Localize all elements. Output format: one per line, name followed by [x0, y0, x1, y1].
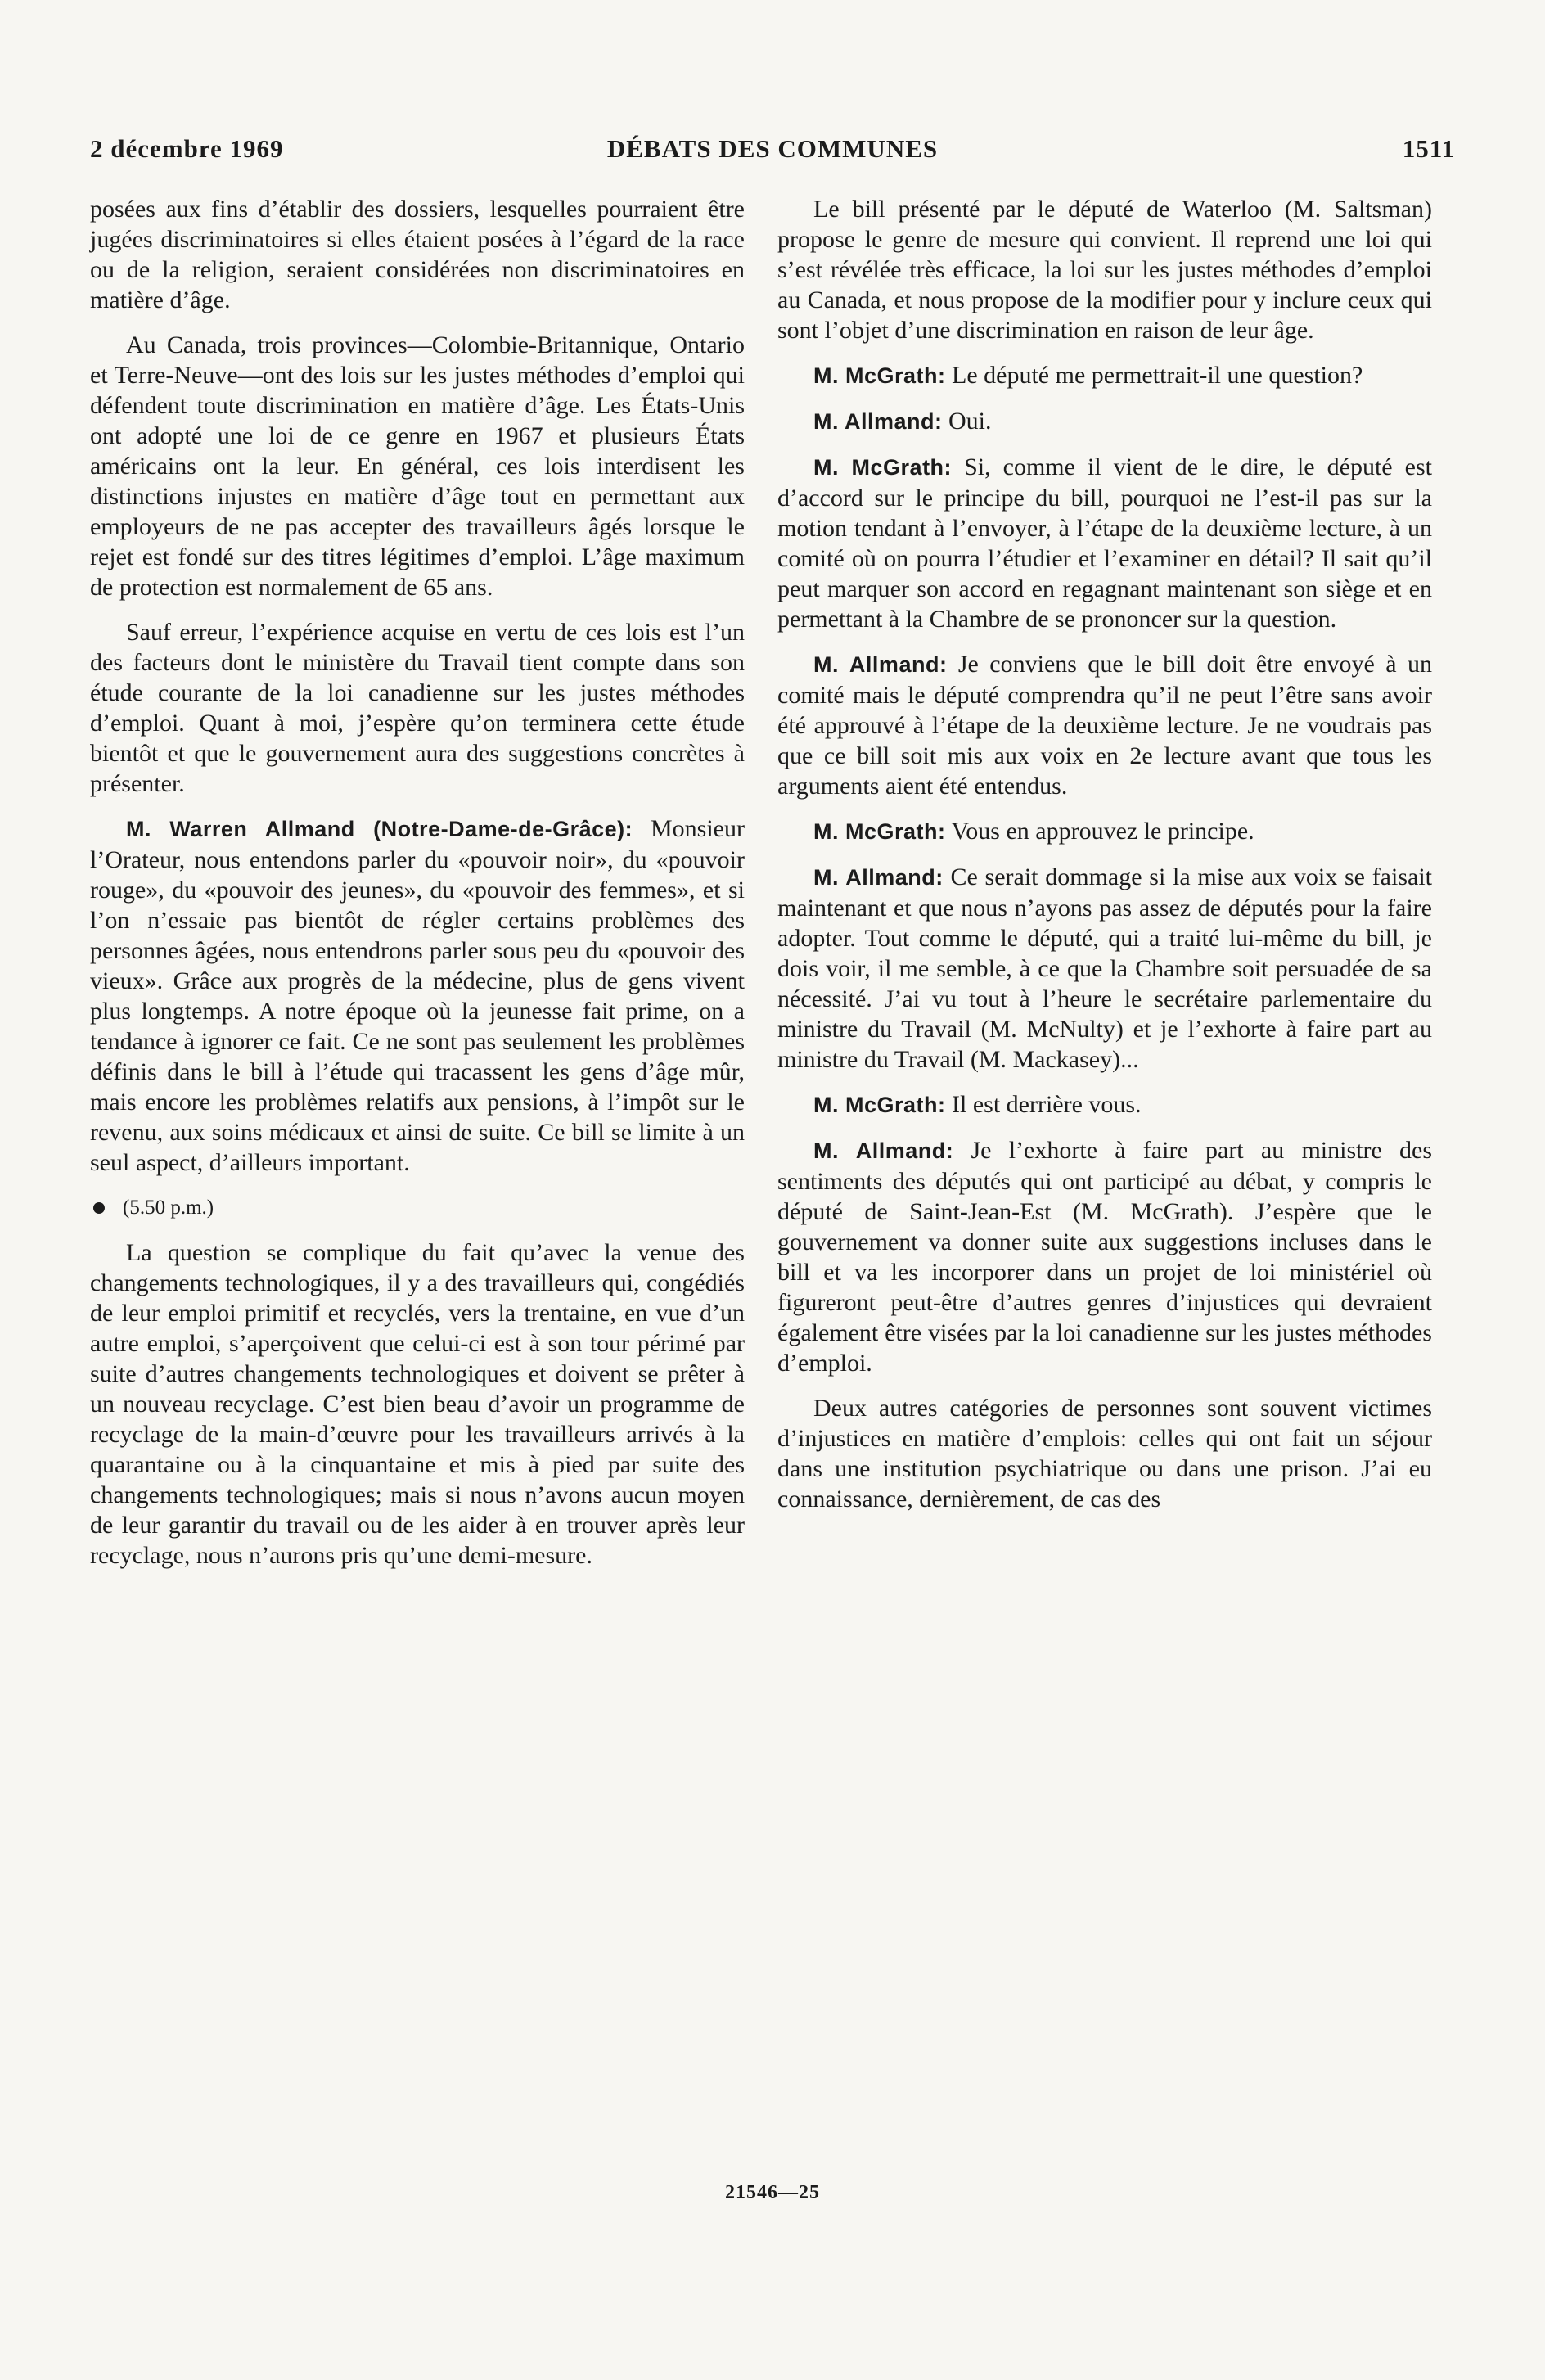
speech-paragraph [777, 406, 1432, 437]
speech-text: Je l’exhorte à faire part au ministre des sentiments des députés qui ont participé au débat, y compris le député de Saint-Jean-Est (M. McGrath). J’espère que le gouvernement va donner suite aux suggestions incluses dans le bill et va les incorporer dans un projet de loi ministériel où figureront peut-être d’autres genres d’injustices qui devraient également être visées par la loi canadienne sur les justes méthodes d’emploi. [777, 1137, 1432, 1377]
speaker-name: M. Allmand: [813, 652, 948, 677]
header-page-number: 1511 [1402, 134, 1455, 163]
speaker-name: M. McGrath: [813, 1093, 946, 1117]
header-title: DÉBATS DES COMMUNES [606, 134, 939, 163]
speaker-name: M. Warren Allmand (Notre-Dame-de-Grâce): [126, 817, 633, 841]
speech-text: Oui. [942, 408, 992, 435]
speech-paragraph [90, 814, 745, 1178]
time-text: (5.50 p.m.) [123, 1197, 214, 1219]
paragraph: Au Canada, trois provinces—Colombie-Britannique, Ontario et Terre-Neuve—ont des lois sur les justes méthodes d’emploi qui défendent toute discrimination en matière d’âge. Les États-Unis ont adopté une loi de ce genre en 1967 et plusieurs États américains ont la leur. En général, ces lois interdisent les distinctions injustes en matière d’âge tout en permettant aux employeurs de ne pas accepter des travailleurs âgés lorsque le rejet est fondé sur des titres légitimes d’emploi. L’âge maximum de protection est normalement de 65 ans. [90, 331, 745, 601]
speech-text: Le député me permettrait-il une question? [945, 362, 1363, 389]
paragraph: Sauf erreur, l’expérience acquise en vertu de ces lois est l’un des facteurs dont le ministère du Travail tient compte dans son étude courante de la loi canadienne sur les justes méthodes d’emploi. Quant à moi, j’espère qu’on terminera cette étude bientôt et que le gouvernement aura des suggestions concrètes à présenter. [90, 619, 745, 797]
left-column [90, 194, 745, 1571]
speaker-name: M. McGrath: [813, 819, 946, 844]
speech-paragraph [777, 452, 1432, 634]
header-date: 2 décembre 1969 [90, 134, 284, 163]
speech-text: Ce serait dommage si la mise aux voix se faisait maintenant et que nous n’ayons pas assez de députés pour la faire adopter. Tout comme le député, qui a traité lui-même du bill, je dois voir, il me semble, à ce que la Chambre soit persuadée de sa nécessité. J’ai vu tout à l’heure le secrétaire parlementaire du ministre du Travail (M. McNulty) et je l’exhorte à faire part au ministre du Travail (M. Mackasey)... [777, 863, 1432, 1073]
speech-text: Monsieur l’Orateur, nous entendons parler du «pouvoir noir», du «pouvoir rouge», du «pouvoir des jeunes», du «pouvoir des femmes», et si l’on n’essaie pas bientôt de régler certains problèmes des personnes âgées, nous entendrons parler sous peu du «pouvoir des vieux». Grâce aux progrès de la médecine, plus de gens vivent plus longtemps. A notre époque où la jeunesse fait prime, on a tendance à ignorer ce fait. Ce ne sont pas seulement les problèmes définis dans le bill à l’étude qui tracassent les gens d’âge mûr, mais encore les problèmes relatifs aux pensions, à l’impôt sur le revenu, aux soins médicaux et ainsi de suite. Ce bill se limite à un seul aspect, d’ailleurs important. [90, 815, 745, 1176]
speech-paragraph [777, 360, 1432, 391]
speech-paragraph [777, 1135, 1432, 1378]
speech-paragraph [777, 649, 1432, 801]
speech-paragraph [777, 1089, 1432, 1120]
speaker-name: M. Allmand: [813, 1138, 954, 1163]
speaker-name: M. McGrath: [813, 363, 946, 388]
speaker-name: M. Allmand: [813, 409, 943, 434]
speech-text: Il est derrière vous. [945, 1091, 1142, 1118]
speech-paragraph [777, 862, 1432, 1075]
speaker-name: M. McGrath: [813, 455, 953, 480]
page-footer: 21546—25 [725, 2182, 820, 2203]
time-marker [90, 1192, 745, 1223]
page-header [90, 134, 1455, 167]
speech-text: Vous en approuvez le principe. [945, 818, 1254, 845]
speech-paragraph [777, 816, 1432, 847]
paragraph: Deux autres catégories de personnes sont souvent victimes d’injustices en matière d’emplois: celles qui ont fait un séjour dans une institution psychiatrique ou dans une prison. J’ai eu connaissance, dernièrement, de cas des [777, 1395, 1432, 1512]
speech-text: Si, comme il vient de le dire, le député est d’accord sur le principe du bill, pourquoi ne l’est-il pas sur la motion tendant à l’envoyer, à l’étape de la deuxième lecture, à un comité où on pourra l’étudier et l’examiner en détail? Il sait qu’il peut marquer son accord en regagnant maintenant son siège et en permettant à la Chambre de se prononcer sur la question. [777, 453, 1432, 633]
continued-paragraph: posées aux fins d’établir des dossiers, lesquelles pourraient être jugées discriminatoires si elles étaient posées à l’égard de la race ou de la religion, seraient considérées non discriminatoires en matière d’âge. [90, 196, 745, 313]
speaker-name: M. Allmand: [813, 865, 944, 890]
right-column [777, 194, 1432, 1514]
speech-text: Je conviens que le bill doit être envoyé à un comité mais le député comprendra qu’il ne peut l’être sans avoir été approuvé à l’étape de la deuxième lecture. Je ne voudrais pas que ce bill soit mis aux voix en 2e lecture avant que tous les arguments aient été entendus. [777, 651, 1432, 800]
paragraph: Le bill présenté par le député de Waterloo (M. Saltsman) propose le genre de mesure qui convient. Il reprend une loi qui s’est révélée très efficace, la loi sur les justes méthodes d’emploi au Canada, et nous propose de la modifier pour y inclure ceux qui sont l’objet d’une discrimination en raison de leur âge. [777, 196, 1432, 344]
bullet-icon [93, 1202, 105, 1214]
paragraph: La question se complique du fait qu’avec la venue des changements technologiques, il y a des travailleurs qui, congédiés de leur emploi primitif et recyclés, vers la trentaine, en vue d’un autre emploi, s’aperçoivent que celui-ci est à son tour périmé par suite d’autres changements technologiques et doivent se prêter à un nouveau recyclage. C’est bien beau d’avoir un programme de recyclage de la main-d’œuvre pour les travailleurs arrivés à la quarantaine ou à la cinquantaine et mis à pied par suite des changements technologiques; mais si nous n’avons aucun moyen de leur garantir du travail ou de les aider à en trouver après leur recyclage, nous n’aurons pris qu’une demi-mesure. [90, 1239, 745, 1569]
